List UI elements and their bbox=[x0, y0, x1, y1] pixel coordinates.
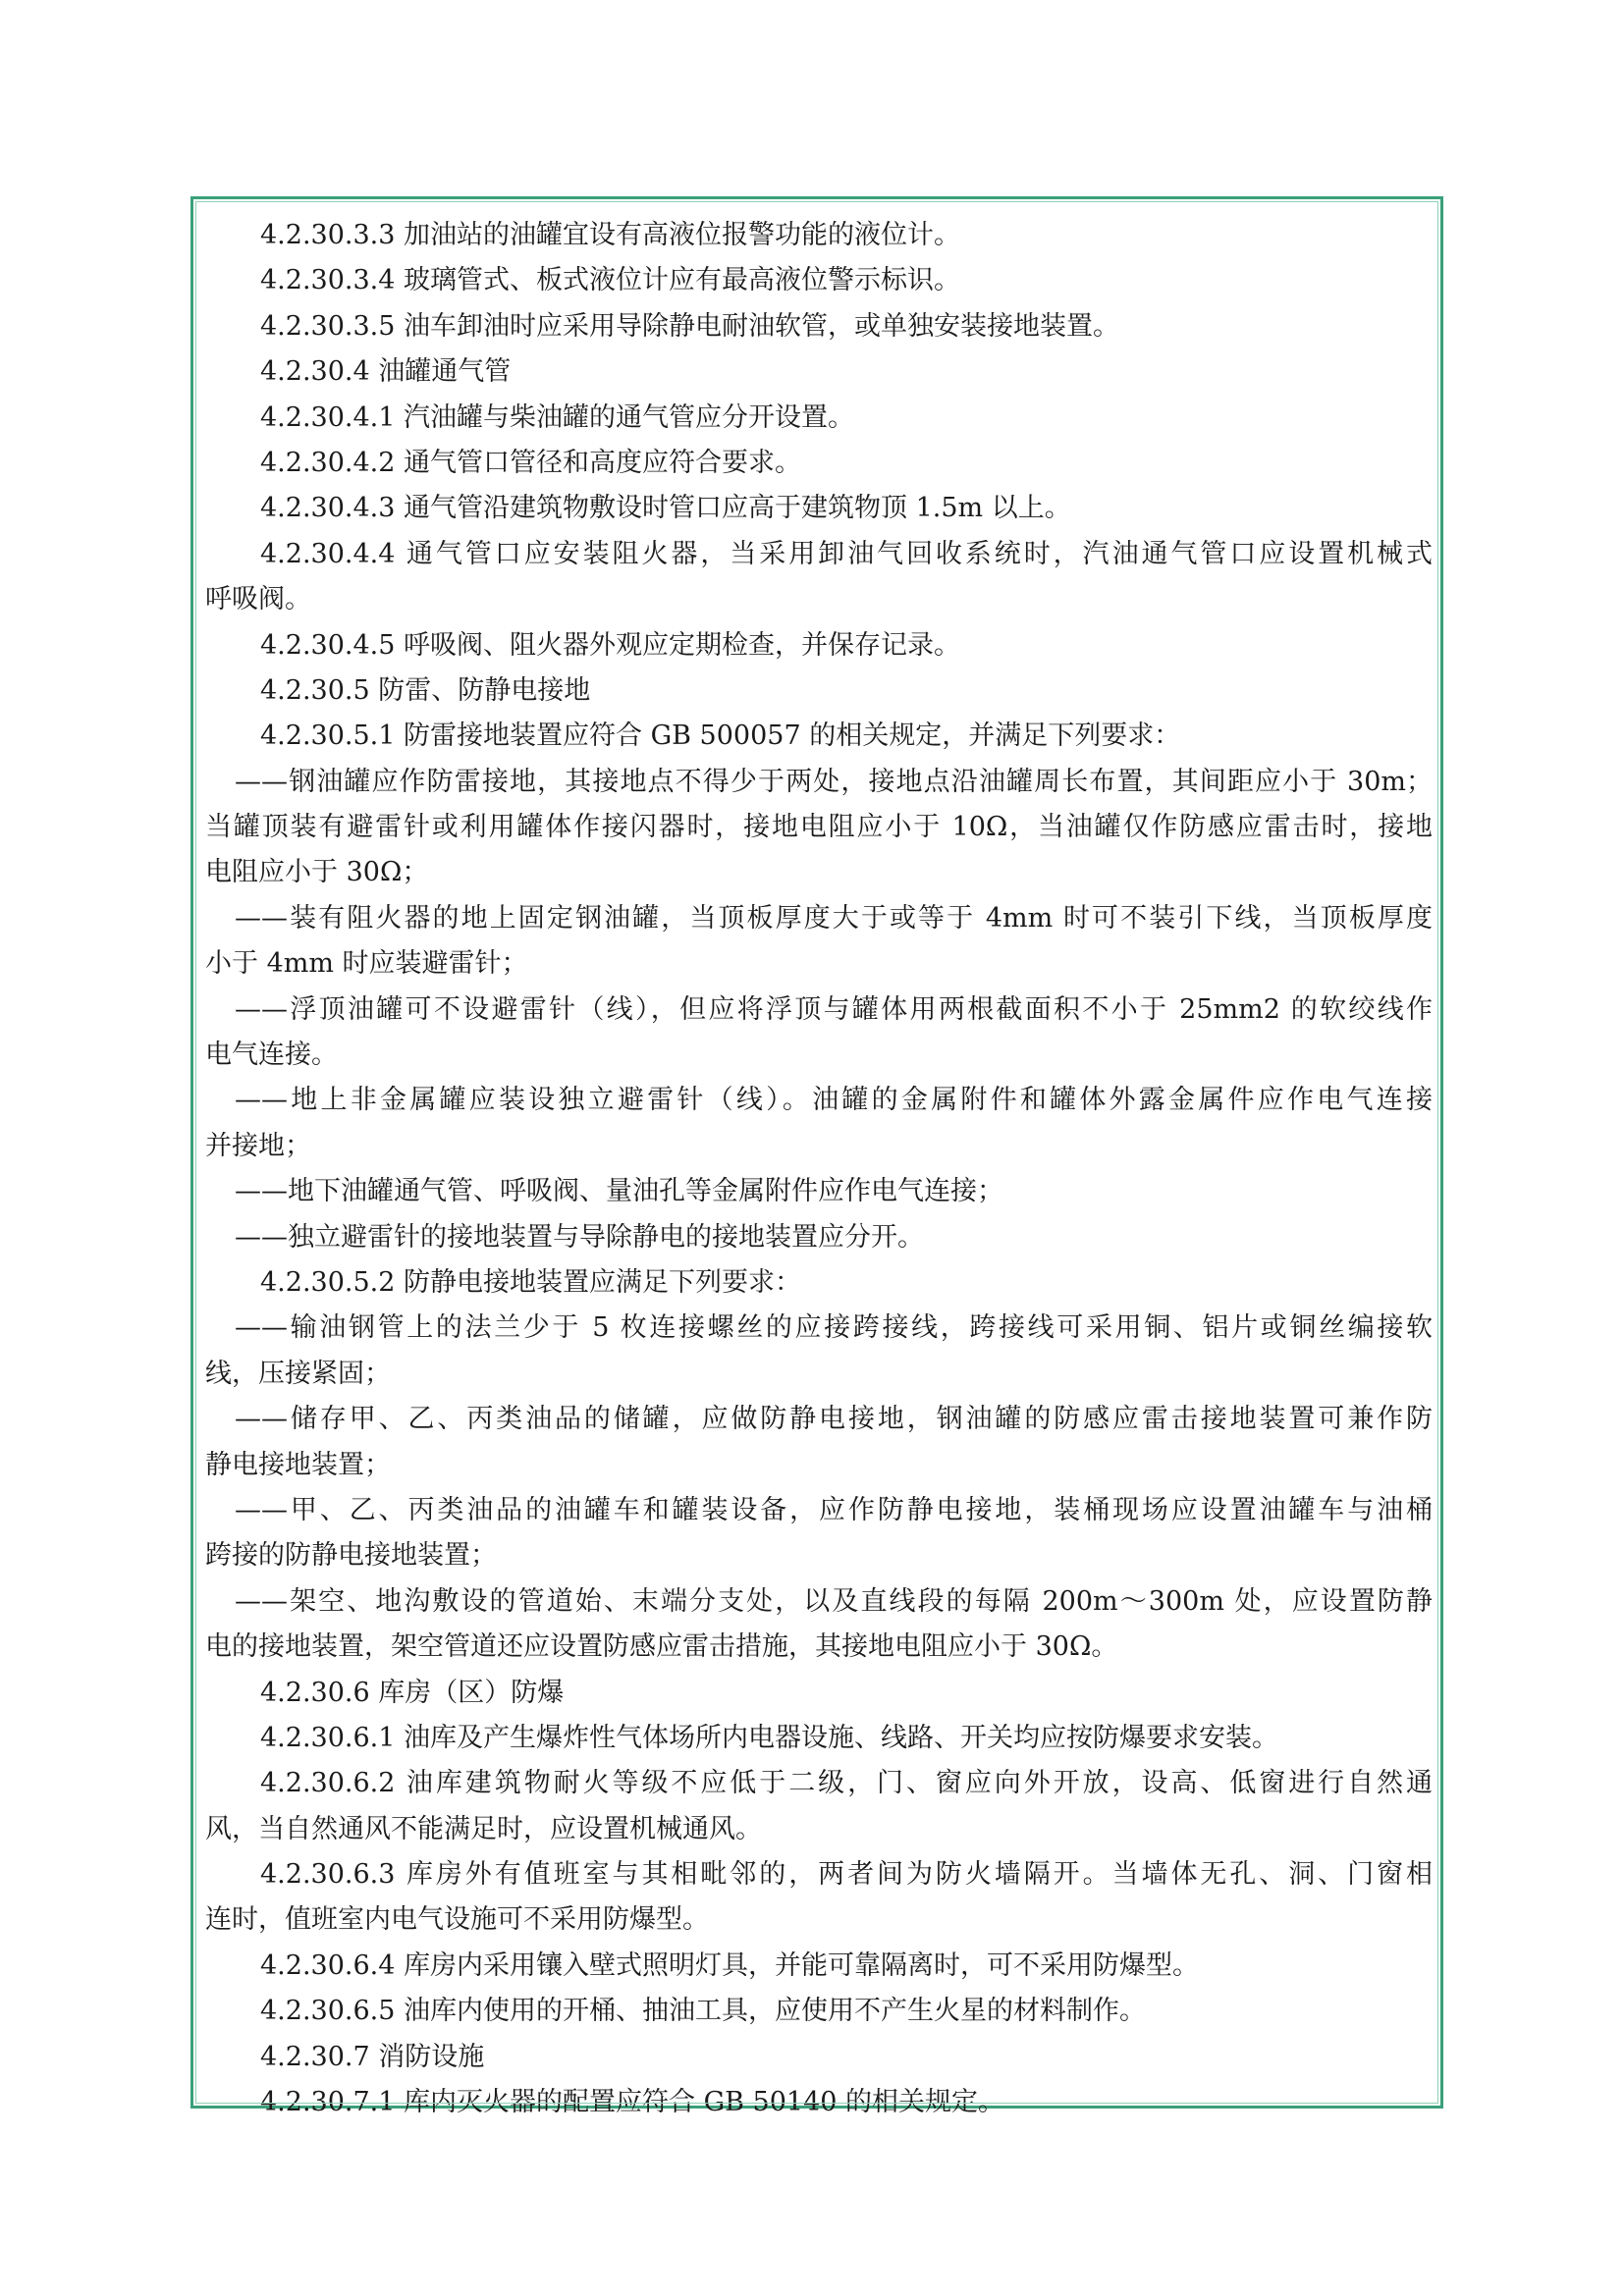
text-line: 4.2.30.4.1 汽油罐与柴油罐的通气管应分开设置。 bbox=[260, 401, 854, 433]
text-line: 4.2.30.4.4 通气管口应安装阻火器，当采用卸油气回收系统时，汽油通气管口应设置机械式 bbox=[260, 538, 1433, 569]
text-line-continued: 连时，值班室内电气设施可不采用防爆型。 bbox=[205, 1904, 709, 1936]
text-line: 4.2.30.6.3 库房外有值班室与其相毗邻的，两者间为防火墙隔开。当墙体无孔、洞、门窗相 bbox=[260, 1859, 1433, 1891]
list-item: ——钢油罐应作防雷接地，其接地点不得少于两处，接地点沿油罐周长布置，其间距应小于 30m； bbox=[235, 766, 1433, 797]
text-line: 4.2.30.6.1 油库及产生爆炸性气体场所内电器设施、线路、开关均应按防爆要求安装。 bbox=[260, 1722, 1278, 1753]
text-line-continued: 风，当自然通风不能满足时，应设置机械通风。 bbox=[205, 1813, 762, 1844]
text-line: 4.2.30.3.4 玻璃管式、板式液位计应有最高液位警示标识。 bbox=[260, 265, 960, 296]
list-item: ——装有阻火器的地上固定钢油罐，当顶板厚度大于或等于 4mm 时可不装引下线，当顶板厚度 bbox=[235, 902, 1433, 934]
list-item: ——储存甲、乙、丙类油品的储罐，应做防静电接地，钢油罐的防感应雷击接地装置可兼作防 bbox=[235, 1404, 1433, 1435]
section-heading: 4.2.30.5 防雷、防静电接地 bbox=[260, 674, 591, 706]
text-line-continued: 跨接的防静电接地装置； bbox=[205, 1540, 497, 1572]
text-line-continued: 小于 4mm 时应装避雷针； bbox=[205, 948, 528, 980]
text-line-continued: 当罐顶装有避雷针或利用罐体作接闪器时，接地电阻应小于 10Ω，当油罐仅作防感应雷击时，接地 bbox=[205, 812, 1433, 843]
text-line-continued: 电的接地装置，架空管道还应设置防感应雷击措施，其接地电阻应小于 30Ω。 bbox=[205, 1631, 1118, 1663]
text-line: 4.2.30.4.5 呼吸阀、阻火器外观应定期检查，并保存记录。 bbox=[260, 629, 960, 661]
text-line: 4.2.30.3.5 油车卸油时应采用导除静电耐油软管，或单独安装接地装置。 bbox=[260, 310, 1119, 342]
list-item: ——架空、地沟敷设的管道始、末端分支处，以及直线段的每隔 200m～300m 处，应设置防静 bbox=[235, 1585, 1433, 1617]
document-body bbox=[205, 213, 1433, 2125]
text-line-continued: 并接地； bbox=[205, 1130, 311, 1161]
section-heading: 4.2.30.7 消防设施 bbox=[260, 2041, 485, 2072]
list-item: ——甲、乙、丙类油品的油罐车和罐装设备，应作防静电接地，装桶现场应设置油罐车与油桶 bbox=[235, 1494, 1433, 1525]
text-line-continued: 电阻应小于 30Ω； bbox=[205, 857, 429, 888]
section-heading: 4.2.30.6 库房（区）防爆 bbox=[260, 1677, 565, 1708]
list-item: ——独立避雷针的接地装置与导除静电的接地装置应分开。 bbox=[235, 1221, 924, 1253]
bordered-text-box bbox=[190, 196, 1443, 2118]
section-heading: 4.2.30.4 油罐通气管 bbox=[260, 356, 512, 388]
text-line: 4.2.30.4.2 通气管口管径和高度应符合要求。 bbox=[260, 447, 801, 478]
text-line-continued: 静电接地装置； bbox=[205, 1449, 391, 1480]
text-line: 4.2.30.7.1 库内灭火器的配置应符合 GB 50140 的相关规定。 bbox=[260, 2087, 1005, 2118]
text-line: 4.2.30.5.2 防静电接地装置应满足下列要求： bbox=[260, 1266, 801, 1298]
text-line: 4.2.30.3.3 加油站的油罐宜设有高液位报警功能的液位计。 bbox=[260, 220, 960, 250]
text-line-continued: 线，压接紧固； bbox=[205, 1358, 391, 1389]
text-line: 4.2.30.6.4 库房内采用镶入壁式照明灯具，并能可靠隔离时，可不采用防爆型。 bbox=[260, 1949, 1199, 1981]
text-line: 4.2.30.6.2 油库建筑物耐火等级不应低于二级，门、窗应向外开放，设高、低窗进行自然通 bbox=[260, 1768, 1433, 1799]
list-item: ——地下油罐通气管、呼吸阀、量油孔等金属附件应作电气连接； bbox=[235, 1176, 1003, 1207]
text-line: 4.2.30.5.1 防雷接地装置应符合 GB 500057 的相关规定，并满足下列要求： bbox=[260, 721, 1181, 752]
text-line-continued: 呼吸阀。 bbox=[205, 584, 311, 615]
text-line-continued: 电气连接。 bbox=[205, 1040, 338, 1071]
text-line: 4.2.30.4.3 通气管沿建筑物敷设时管口应高于建筑物顶 1.5m 以上。 bbox=[260, 493, 1071, 524]
list-item: ——输油钢管上的法兰少于 5 枚连接螺丝的应接跨接线，跨接线可采用铜、铝片或铜丝编接软 bbox=[235, 1312, 1433, 1344]
list-item: ——地上非金属罐应装设独立避雷针（线）。油罐的金属附件和罐体外露金属件应作电气连接 bbox=[235, 1085, 1433, 1116]
text-line: 4.2.30.6.5 油库内使用的开桶、抽油工具，应使用不产生火星的材料制作。 bbox=[260, 1996, 1146, 2027]
list-item: ——浮顶油罐可不设避雷针（线），但应将浮顶与罐体用两根截面积不小于 25mm2 的软绞线作 bbox=[235, 993, 1433, 1025]
